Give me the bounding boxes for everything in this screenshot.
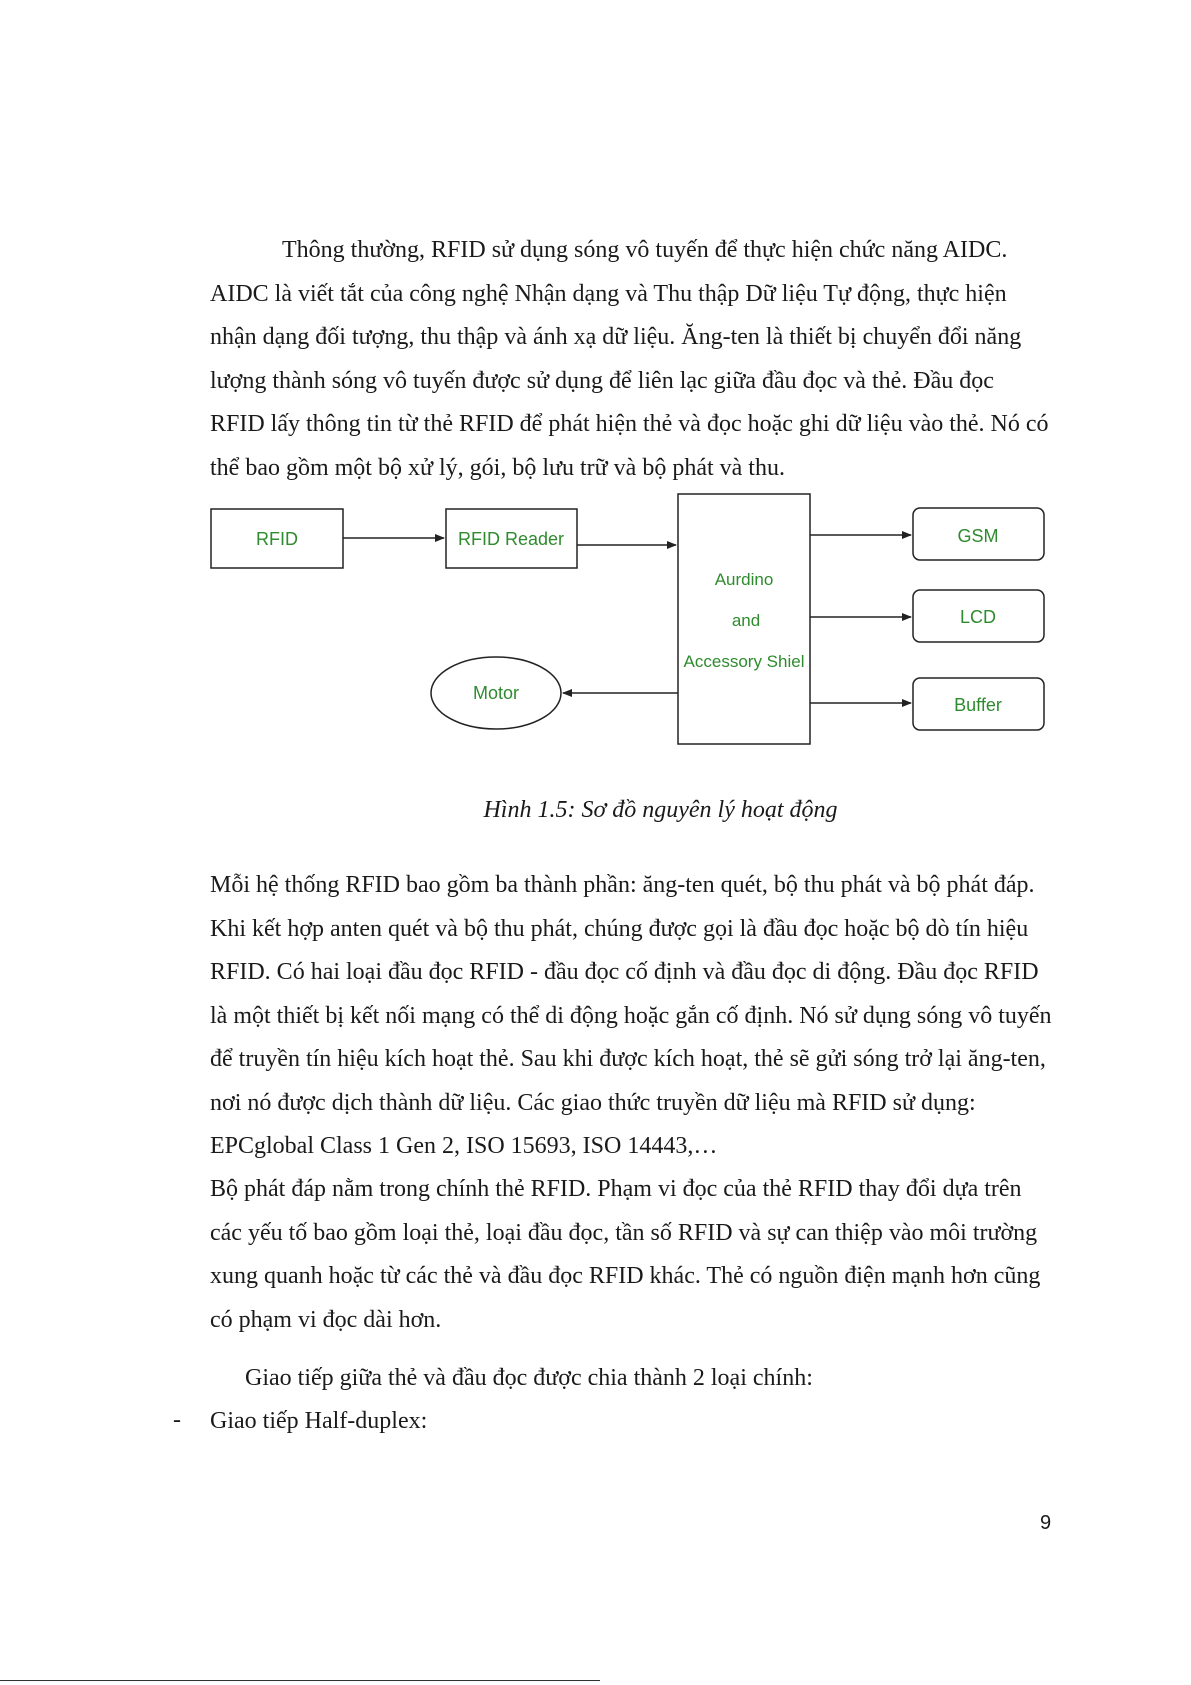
- page-number: 9: [1040, 1512, 1052, 1534]
- bullet-dash: -: [173, 1407, 181, 1433]
- intro-paragraph: Thông thường, RFID sử dụng sóng vô tuyến để thực hiện chức năng AIDC. AIDC là viết tắt của công nghệ Nhận dạng và Thu thập Dữ liệu Tự động, thực hiện nhận dạng đối tượng, thu thập và ánh xạ dữ liệu. Ăng-ten là thiết bị chuyển đổi năng lượng thành sóng vô tuyến được sử dụng để liên lạc giữa đầu đọc và thẻ. Đầu đọc RFID lấy thông tin từ thẻ RFID để phát hiện thẻ và đọc hoặc ghi dữ liệu vào thẻ. Nó có thể bao gồm một bộ xử lý, gói, bộ lưu trữ và bộ phát và thu.: [210, 237, 1049, 481]
- controller-label-line3: Accessory Shiel: [683, 652, 805, 671]
- rfid-reader-label: RFID Reader: [457, 529, 565, 549]
- buffer-label: Buffer: [954, 695, 1002, 715]
- controller-label-line1: Aurdino: [714, 570, 774, 589]
- gsm-label: GSM: [957, 526, 999, 546]
- footer-rule: [0, 1680, 600, 1681]
- transponder-paragraph: Bộ phát đáp nằm trong chính thẻ RFID. Phạm vi đọc của thẻ RFID thay đổi dựa trên các yếu tố bao gồm loại thẻ, loại đầu đọc, tần số RFID và sự can thiệp vào môi trường xung quanh hoặc từ các thẻ và đầu đọc RFID khác. Thẻ có nguồn điện mạnh hơn cũng có phạm vi đọc dài hơn.: [210, 1176, 1041, 1333]
- rfid-label: RFID: [256, 529, 298, 549]
- lcd-label: LCD: [959, 607, 997, 627]
- controller-label-line2: and: [731, 611, 761, 630]
- motor-label: Motor: [472, 683, 520, 703]
- block-diagram: [0, 488, 1191, 758]
- half-duplex-item: Giao tiếp Half-duplex:: [210, 1408, 428, 1434]
- communication-paragraph: Giao tiếp giữa thẻ và đầu đọc được chia thành 2 loại chính:: [245, 1365, 813, 1391]
- figure-caption: Hình 1.5: Sơ đồ nguyên lý hoạt động: [483, 797, 838, 823]
- components-paragraph: Mỗi hệ thống RFID bao gồm ba thành phần: ăng-ten quét, bộ thu phát và bộ phát đáp. Khi kết hợp anten quét và bộ thu phát, chúng được gọi là đầu đọc hoặc bộ dò tín hiệu RFID. Có hai loại đầu đọc RFID - đầu đọc cố định và đầu đọc di động. Đầu đọc RFID là một thiết bị kết nối mạng có thể di động hoặc gắn cố định. Nó sử dụng sóng vô tuyến để truyền tín hiệu kích hoạt thẻ. Sau khi được kích hoạt, thẻ sẽ gửi sóng trở lại ăng-ten, nơi nó được dịch thành dữ liệu. Các giao thức truyền dữ liệu mà RFID sử dụng: EPCglobal Class 1 Gen 2, ISO 15693, ISO 14443,…: [210, 872, 1052, 1159]
